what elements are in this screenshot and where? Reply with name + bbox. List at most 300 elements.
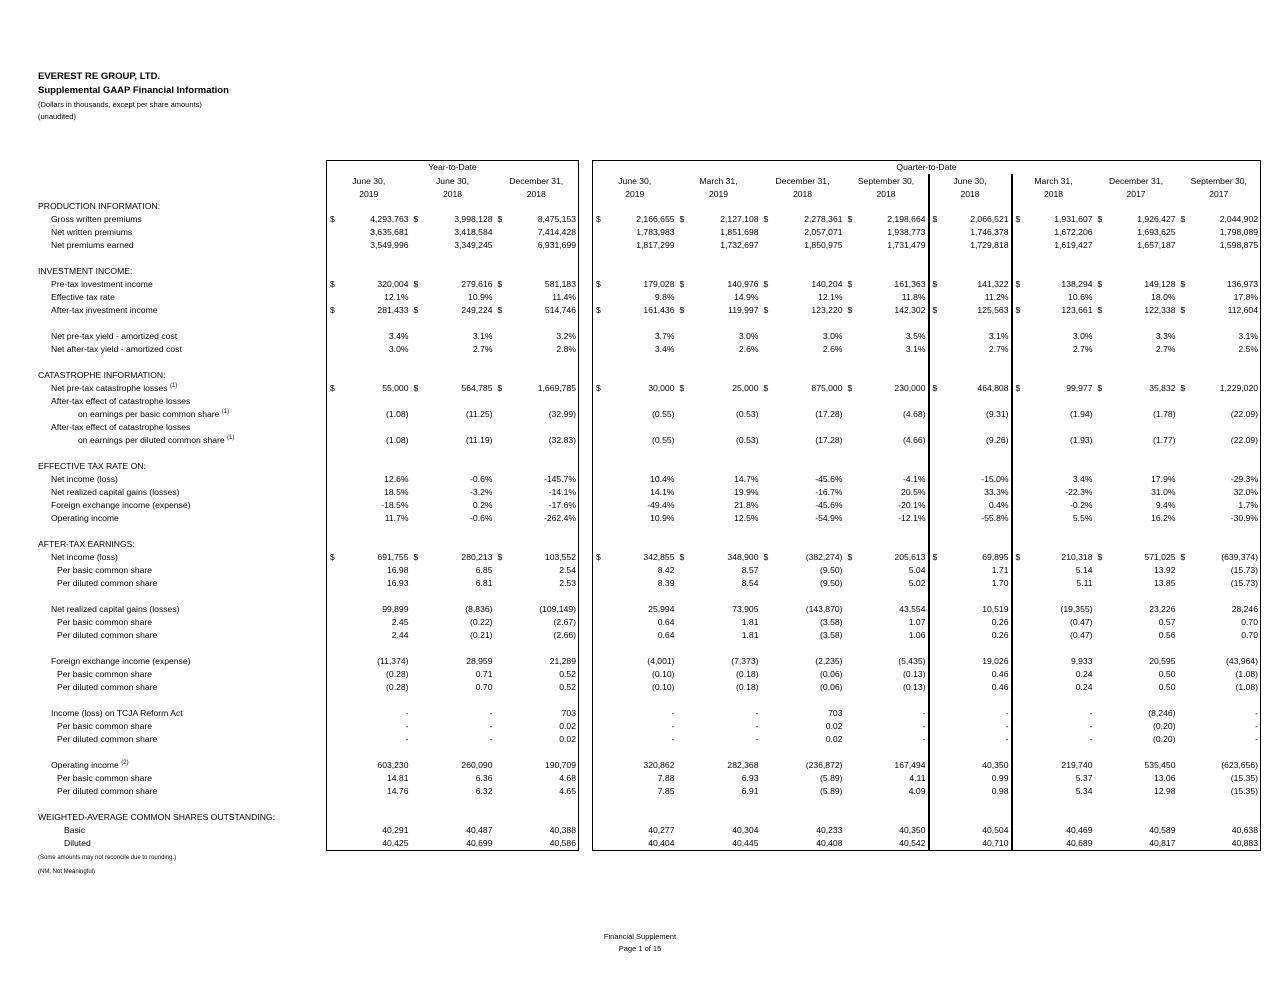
value-cell <box>929 343 1012 356</box>
value-text: 12.5% <box>734 513 759 523</box>
value-cell <box>327 343 411 356</box>
empty-cell <box>677 200 761 213</box>
table-row <box>38 824 1261 837</box>
value-text: - <box>1255 734 1258 744</box>
value-text: 0.50 <box>1158 669 1176 679</box>
value-text: (3.58) <box>820 617 843 627</box>
value-text: 123,661 <box>1061 305 1093 315</box>
value-cell <box>1012 655 1095 668</box>
value-cell <box>411 772 495 785</box>
empty-cell <box>411 460 495 473</box>
value-cell <box>1012 837 1095 851</box>
value-cell <box>593 239 677 252</box>
value-text: 161,436 <box>643 305 675 315</box>
value-cell <box>593 486 677 499</box>
value-text: (1.08) <box>386 435 409 445</box>
row-label-text: Foreign exchange income (expense) <box>51 500 191 510</box>
value-text: (4,001) <box>647 656 675 666</box>
value-text: 40,277 <box>648 825 675 835</box>
value-cell <box>929 239 1012 252</box>
value-cell <box>411 837 495 851</box>
value-text: 703 <box>828 708 843 718</box>
group-header-row <box>38 161 1261 175</box>
empty-cell <box>677 538 761 551</box>
empty-cell <box>1095 694 1178 707</box>
value-text: (11,374) <box>377 656 409 666</box>
empty-cell <box>593 811 677 824</box>
empty-cell <box>593 798 677 811</box>
value-cell <box>593 785 677 798</box>
value-text: - <box>922 734 926 744</box>
value-cell <box>929 226 1012 239</box>
table-row <box>38 837 1261 851</box>
column-header-m: June 30, <box>436 175 469 186</box>
empty-cell <box>929 525 1012 538</box>
value-text: 0.26 <box>991 630 1009 640</box>
value-text: 1,672,206 <box>1054 227 1093 237</box>
value-text: - <box>1005 708 1009 718</box>
empty-cell <box>411 590 495 603</box>
value-cell <box>929 824 1012 837</box>
empty-cell <box>845 798 929 811</box>
empty-cell <box>1012 356 1095 369</box>
value-cell <box>593 759 677 772</box>
value-text: 3,998,128 <box>454 214 493 224</box>
empty-cell <box>327 317 411 330</box>
value-text: 0.2% <box>472 500 493 510</box>
value-cell <box>761 382 845 395</box>
column-header-m: June 30, <box>593 174 677 187</box>
value-text: 0.64 <box>657 617 675 627</box>
row-label-text: on earnings per diluted common share <box>78 435 225 445</box>
value-text: 1,746,378 <box>970 227 1009 237</box>
value-cell <box>327 291 411 304</box>
value-cell <box>593 551 677 564</box>
value-text: (0.55) <box>652 409 675 419</box>
value-text: 7,414,428 <box>537 227 576 237</box>
row-label-text: Per basic common share <box>57 773 153 783</box>
value-text: 3.1% <box>988 331 1009 341</box>
value-text: 7.85 <box>657 786 675 796</box>
value-cell <box>1095 824 1178 837</box>
value-text: 0.64 <box>657 630 675 640</box>
value-text: 219,740 <box>1061 760 1093 770</box>
value-cell <box>929 616 1012 629</box>
row-label <box>38 434 327 447</box>
value-text: 5.04 <box>908 565 926 575</box>
empty-cell <box>411 200 495 213</box>
value-cell <box>761 473 845 486</box>
value-text: 2,057,071 <box>804 227 843 237</box>
row-label-text: After-tax effect of catastrophe losses <box>51 396 191 406</box>
value-text: 1.07 <box>908 617 926 627</box>
row-label-text: Operating income <box>51 760 119 770</box>
value-text: 2.6% <box>738 344 759 354</box>
value-text: 73,905 <box>732 604 759 614</box>
value-text: -54.9% <box>815 513 843 523</box>
value-text: 179,028 <box>643 279 675 289</box>
value-text: (0.18) <box>736 682 759 692</box>
row-label-text: Net written premiums <box>51 227 133 237</box>
empty-cell <box>327 525 411 538</box>
value-text: 4.11 <box>909 773 926 783</box>
empty-cell <box>411 265 495 278</box>
value-text: 1,817,299 <box>636 240 675 250</box>
dollar-sign: $ <box>413 383 419 393</box>
value-cell <box>1178 382 1261 395</box>
empty-cell <box>593 317 677 330</box>
value-text: 0.71 <box>475 669 493 679</box>
value-cell <box>1095 512 1178 525</box>
value-cell <box>1012 408 1095 421</box>
value-cell <box>677 603 761 616</box>
value-text: 210,318 <box>1061 552 1093 562</box>
value-text: (0.47) <box>1070 617 1093 627</box>
value-text: 40,504 <box>982 825 1009 835</box>
section-label: PRODUCTION INFORMATION: <box>38 201 161 211</box>
table-row <box>38 759 1261 772</box>
empty-cell <box>845 395 929 408</box>
value-text: 5.02 <box>908 578 926 588</box>
section-label: INVESTMENT INCOME: <box>38 266 133 276</box>
empty-cell <box>929 798 1012 811</box>
spacer <box>38 642 327 655</box>
dollar-sign: $ <box>1097 214 1103 224</box>
value-cell <box>327 837 411 851</box>
value-cell <box>761 278 845 291</box>
value-cell <box>677 837 761 851</box>
empty-cell <box>495 798 579 811</box>
value-cell <box>1095 291 1178 304</box>
dollar-sign: $ <box>679 305 685 315</box>
table-row <box>38 564 1261 577</box>
value-cell <box>761 785 845 798</box>
value-cell <box>929 512 1012 525</box>
value-cell <box>1178 681 1261 694</box>
value-text: 9.4% <box>1155 500 1176 510</box>
group-qtd: Quarter-to-Date <box>593 161 1261 175</box>
empty-cell <box>1012 811 1095 824</box>
value-cell <box>327 720 411 733</box>
value-cell <box>1095 213 1178 226</box>
value-text: -15.0% <box>981 474 1009 484</box>
table-row <box>38 499 1261 512</box>
value-cell <box>327 616 411 629</box>
empty-cell <box>1178 525 1261 538</box>
value-text: 260,090 <box>461 760 493 770</box>
empty-cell <box>929 369 1012 382</box>
dollar-sign: $ <box>596 552 601 562</box>
value-text: - <box>755 708 759 718</box>
section-row <box>38 811 1261 824</box>
value-cell <box>411 785 495 798</box>
empty-cell <box>761 642 845 655</box>
table-row <box>38 551 1261 564</box>
empty-cell <box>1178 642 1261 655</box>
value-text: 514,746 <box>544 305 576 315</box>
spacer-row <box>38 798 1261 811</box>
row-label <box>38 824 327 837</box>
empty-cell <box>845 369 929 382</box>
empty-cell <box>1012 538 1095 551</box>
value-cell <box>677 733 761 746</box>
empty-cell <box>1178 798 1261 811</box>
value-text: 4.65 <box>559 786 576 796</box>
value-cell <box>411 486 495 499</box>
empty-cell <box>495 317 579 330</box>
empty-cell <box>929 252 1012 265</box>
value-cell <box>929 785 1012 798</box>
value-cell <box>495 564 579 577</box>
value-text: -29.3% <box>1230 474 1258 484</box>
value-cell <box>1095 434 1178 447</box>
value-cell <box>411 330 495 343</box>
value-text: 0.70 <box>475 682 493 692</box>
table-row <box>38 330 1261 343</box>
value-text: 16.98 <box>386 565 409 575</box>
value-cell <box>845 720 929 733</box>
value-text: 3.1% <box>472 331 493 341</box>
empty-cell <box>327 746 411 759</box>
empty-cell <box>411 694 495 707</box>
dollar-sign: $ <box>763 383 769 393</box>
section-row <box>38 369 1261 382</box>
row-label <box>38 733 327 746</box>
column-header-m: March 31, <box>699 175 738 186</box>
empty-cell <box>327 590 411 603</box>
row-label-text: Net after-tax yield - amortized cost <box>51 344 182 354</box>
value-cell <box>327 486 411 499</box>
value-text: 205,613 <box>894 552 926 562</box>
value-cell <box>677 330 761 343</box>
dollar-sign: $ <box>330 214 335 224</box>
value-text: 25,000 <box>732 383 759 393</box>
value-text: 2.54 <box>559 565 576 575</box>
value-cell <box>1012 564 1095 577</box>
row-label <box>38 837 327 851</box>
value-text: (17.28) <box>815 435 843 445</box>
value-text: (0.13) <box>903 669 926 679</box>
value-text: 8.57 <box>741 565 759 575</box>
value-cell <box>1095 304 1178 317</box>
dollar-sign: $ <box>932 279 938 289</box>
value-cell <box>495 759 579 772</box>
empty-cell <box>495 395 579 408</box>
table-row <box>38 577 1261 590</box>
value-text: -4.1% <box>903 474 926 484</box>
row-label <box>38 551 327 564</box>
empty-cell <box>495 538 579 551</box>
value-cell <box>845 213 929 226</box>
value-text: 14.76 <box>386 786 409 796</box>
value-text: 10.6% <box>1068 292 1093 302</box>
value-cell <box>411 226 495 239</box>
value-text: (0.47) <box>1070 630 1093 640</box>
value-cell <box>495 655 579 668</box>
value-cell <box>1178 499 1261 512</box>
section-row <box>38 265 1261 278</box>
value-text: (22.09) <box>1230 435 1258 445</box>
value-text: 18.5% <box>384 487 409 497</box>
financial-table <box>38 160 1261 851</box>
table-row <box>38 395 1261 408</box>
value-cell <box>845 564 929 577</box>
value-cell <box>593 655 677 668</box>
report-title: Supplemental GAAP Financial Information <box>38 85 229 96</box>
value-text: 2,198,664 <box>887 214 926 224</box>
empty-cell <box>1095 395 1178 408</box>
value-cell <box>1095 343 1178 356</box>
empty-cell <box>677 252 761 265</box>
value-cell <box>1012 759 1095 772</box>
empty-cell <box>677 460 761 473</box>
value-text: 40,408 <box>816 838 843 848</box>
value-cell <box>495 616 579 629</box>
value-text: (11.19) <box>465 435 493 445</box>
value-cell <box>1178 213 1261 226</box>
value-cell <box>593 577 677 590</box>
empty-cell <box>1095 460 1178 473</box>
value-cell <box>593 499 677 512</box>
value-text: 1.71 <box>991 565 1009 575</box>
value-cell <box>327 707 411 720</box>
value-cell <box>1178 551 1261 564</box>
value-text: 13.06 <box>1153 773 1176 783</box>
value-text: 1,850,975 <box>804 240 843 250</box>
empty-cell <box>411 525 495 538</box>
empty-cell <box>593 694 677 707</box>
value-text: (0.06) <box>820 682 843 692</box>
value-text: (0.20) <box>1153 721 1176 731</box>
value-cell <box>1012 226 1095 239</box>
value-text: 3.5% <box>905 331 926 341</box>
row-label <box>38 213 327 226</box>
value-cell <box>1012 343 1095 356</box>
dollar-sign: $ <box>847 214 853 224</box>
value-cell <box>411 278 495 291</box>
value-cell <box>929 382 1012 395</box>
value-cell <box>593 564 677 577</box>
value-text: 12.1% <box>818 292 843 302</box>
column-header-y: 2018 <box>495 187 579 200</box>
value-text: (4.68) <box>903 409 926 419</box>
empty-cell <box>1095 317 1178 330</box>
row-label-text: Per diluted common share <box>57 786 158 796</box>
value-text: 99,977 <box>1066 383 1093 393</box>
empty-cell <box>1012 369 1095 382</box>
empty-cell <box>761 538 845 551</box>
nm-footnote: (NM, Not Meaningful) <box>38 869 96 875</box>
empty-cell <box>327 421 411 434</box>
value-text: 282,368 <box>727 760 759 770</box>
value-text: 5.37 <box>1075 773 1093 783</box>
value-cell <box>761 226 845 239</box>
value-cell <box>845 499 929 512</box>
empty-cell <box>411 317 495 330</box>
value-cell <box>677 707 761 720</box>
value-cell <box>677 785 761 798</box>
value-cell <box>929 291 1012 304</box>
empty-cell <box>845 421 929 434</box>
empty-cell <box>1012 525 1095 538</box>
footer-label: Financial Supplement <box>603 932 677 941</box>
value-text: (9.50) <box>820 565 843 575</box>
section-row <box>38 460 1261 473</box>
value-cell <box>593 707 677 720</box>
value-text: 2,066,521 <box>970 214 1009 224</box>
value-text: 230,000 <box>894 383 926 393</box>
value-cell <box>845 707 929 720</box>
value-cell <box>677 486 761 499</box>
value-text: 0.57 <box>1158 617 1176 627</box>
empty-cell <box>327 369 411 382</box>
value-cell <box>1178 655 1261 668</box>
empty-cell <box>845 317 929 330</box>
value-text: 12.6% <box>384 474 409 484</box>
value-text: 320,004 <box>377 279 409 289</box>
value-cell <box>1012 720 1095 733</box>
value-text: 6.32 <box>475 786 493 796</box>
value-text: 14.1% <box>650 487 675 497</box>
row-label-text: Per basic common share <box>57 565 153 575</box>
value-text: 20,595 <box>1149 656 1176 666</box>
empty-cell <box>593 265 677 278</box>
value-text: 2.7% <box>472 344 493 354</box>
value-cell <box>495 681 579 694</box>
value-text: 0.26 <box>991 617 1009 627</box>
empty-cell <box>845 525 929 538</box>
section-row <box>38 538 1261 551</box>
value-cell <box>1178 473 1261 486</box>
empty-cell <box>327 642 411 655</box>
empty-cell <box>1012 200 1095 213</box>
value-text: - <box>1089 721 1093 731</box>
empty-cell <box>495 447 579 460</box>
empty-cell <box>761 694 845 707</box>
value-text: 33.3% <box>984 487 1009 497</box>
empty-cell <box>411 395 495 408</box>
value-cell <box>761 577 845 590</box>
empty-cell <box>495 421 579 434</box>
empty-cell <box>761 252 845 265</box>
value-text: 1,669,785 <box>537 383 576 393</box>
value-cell <box>845 629 929 642</box>
value-cell <box>593 603 677 616</box>
empty-cell <box>1178 265 1261 278</box>
value-cell <box>327 226 411 239</box>
row-label <box>38 382 327 395</box>
value-text: 11.4% <box>552 292 576 302</box>
value-text: 1.06 <box>908 630 926 640</box>
value-cell <box>1178 603 1261 616</box>
empty-cell <box>1095 369 1178 382</box>
value-cell <box>677 408 761 421</box>
empty-cell <box>495 265 579 278</box>
value-cell <box>593 616 677 629</box>
value-text: (143,870) <box>805 604 843 614</box>
value-text: 1,619,427 <box>1054 240 1093 250</box>
value-cell <box>1178 668 1261 681</box>
empty-cell <box>761 265 845 278</box>
table-row <box>38 733 1261 746</box>
dollar-sign: $ <box>932 552 938 562</box>
dollar-sign: $ <box>1180 552 1186 562</box>
value-text: 19,026 <box>982 656 1009 666</box>
value-cell <box>1178 629 1261 642</box>
value-cell <box>1012 473 1095 486</box>
spacer-row <box>38 317 1261 330</box>
value-text: 8.39 <box>657 578 675 588</box>
